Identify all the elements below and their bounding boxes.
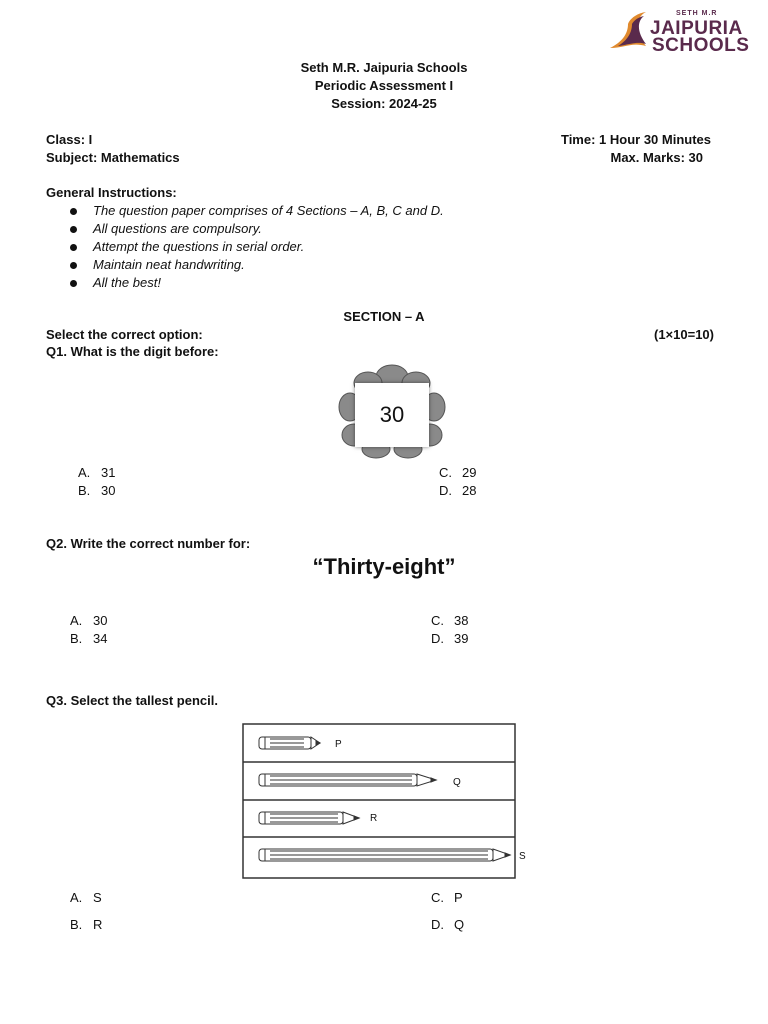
instruction-item: All questions are compulsory.: [93, 221, 444, 239]
bullet-icon: [70, 208, 77, 215]
instruction-item: All the best!: [93, 275, 444, 293]
pencil-label-r: R: [370, 813, 378, 824]
pencil-label-s: S: [519, 851, 526, 862]
school-name: Seth M.R. Jaipuria Schools: [300, 60, 468, 75]
logo-text-jaipuria: JAIPURIA: [650, 18, 743, 39]
q1-option-a[interactable]: A. 31: [78, 465, 116, 480]
exam-title: Periodic Assessment I: [314, 78, 454, 93]
q3-option-a[interactable]: A. S: [70, 890, 102, 905]
q1-option-d[interactable]: D. 28: [439, 483, 477, 498]
logo-text-schools: SCHOOLS: [652, 35, 750, 56]
q1-flower-image: [336, 363, 448, 461]
q2-option-d[interactable]: D. 39: [431, 631, 469, 646]
q3-text: Q3. Select the tallest pencil.: [46, 693, 218, 708]
q3-option-d[interactable]: D. Q: [431, 917, 465, 932]
q1-number-card: 30: [355, 383, 429, 447]
q2-option-a[interactable]: A. 30: [70, 613, 108, 628]
q2-option-b[interactable]: B. 34: [70, 631, 108, 646]
subject-label: Subject: Mathematics: [46, 150, 180, 165]
logo-swoosh-icon: [606, 8, 656, 54]
section-a-title: SECTION – A: [343, 309, 425, 324]
school-logo: [606, 8, 748, 54]
section-marks: (1×10=10): [654, 327, 714, 342]
q3-option-c[interactable]: C. P: [431, 890, 463, 905]
instructions-list: [93, 203, 444, 293]
q2-option-c[interactable]: C. 38: [431, 613, 469, 628]
q3-pencils-image: [242, 723, 516, 879]
q1-option-b[interactable]: B. 30: [78, 483, 116, 498]
instruction-item: Attempt the questions in serial order.: [93, 239, 444, 257]
bullet-icon: [70, 280, 77, 287]
pencils-figure: [242, 723, 516, 879]
pencil-label-p: P: [335, 739, 342, 750]
q3-option-b[interactable]: B. R: [70, 917, 103, 932]
q2-number-word: “Thirty-eight”: [312, 554, 456, 579]
instruction-item: The question paper comprises of 4 Sections – A, B, C and D.: [93, 203, 444, 221]
session: Session: 2024-25: [331, 96, 437, 111]
bullet-icon: [70, 262, 77, 269]
instructions-title: General Instructions:: [46, 185, 177, 200]
q2-text: Q2. Write the correct number for:: [46, 536, 251, 551]
instruction-item: Maintain neat handwriting.: [93, 257, 444, 275]
max-marks-label: Max. Marks: 30: [610, 150, 703, 165]
logo-text-small: SETH M.R: [676, 10, 718, 17]
bullet-icon: [70, 244, 77, 251]
section-directive: Select the correct option:: [46, 327, 203, 342]
q1-text: Q1. What is the digit before:: [46, 344, 219, 359]
pencil-label-q: Q: [453, 777, 461, 788]
class-label: Class: I: [46, 132, 93, 147]
time-label: Time: 1 Hour 30 Minutes: [560, 132, 711, 147]
bullet-icon: [70, 226, 77, 233]
q1-option-c[interactable]: C. 29: [439, 465, 477, 480]
